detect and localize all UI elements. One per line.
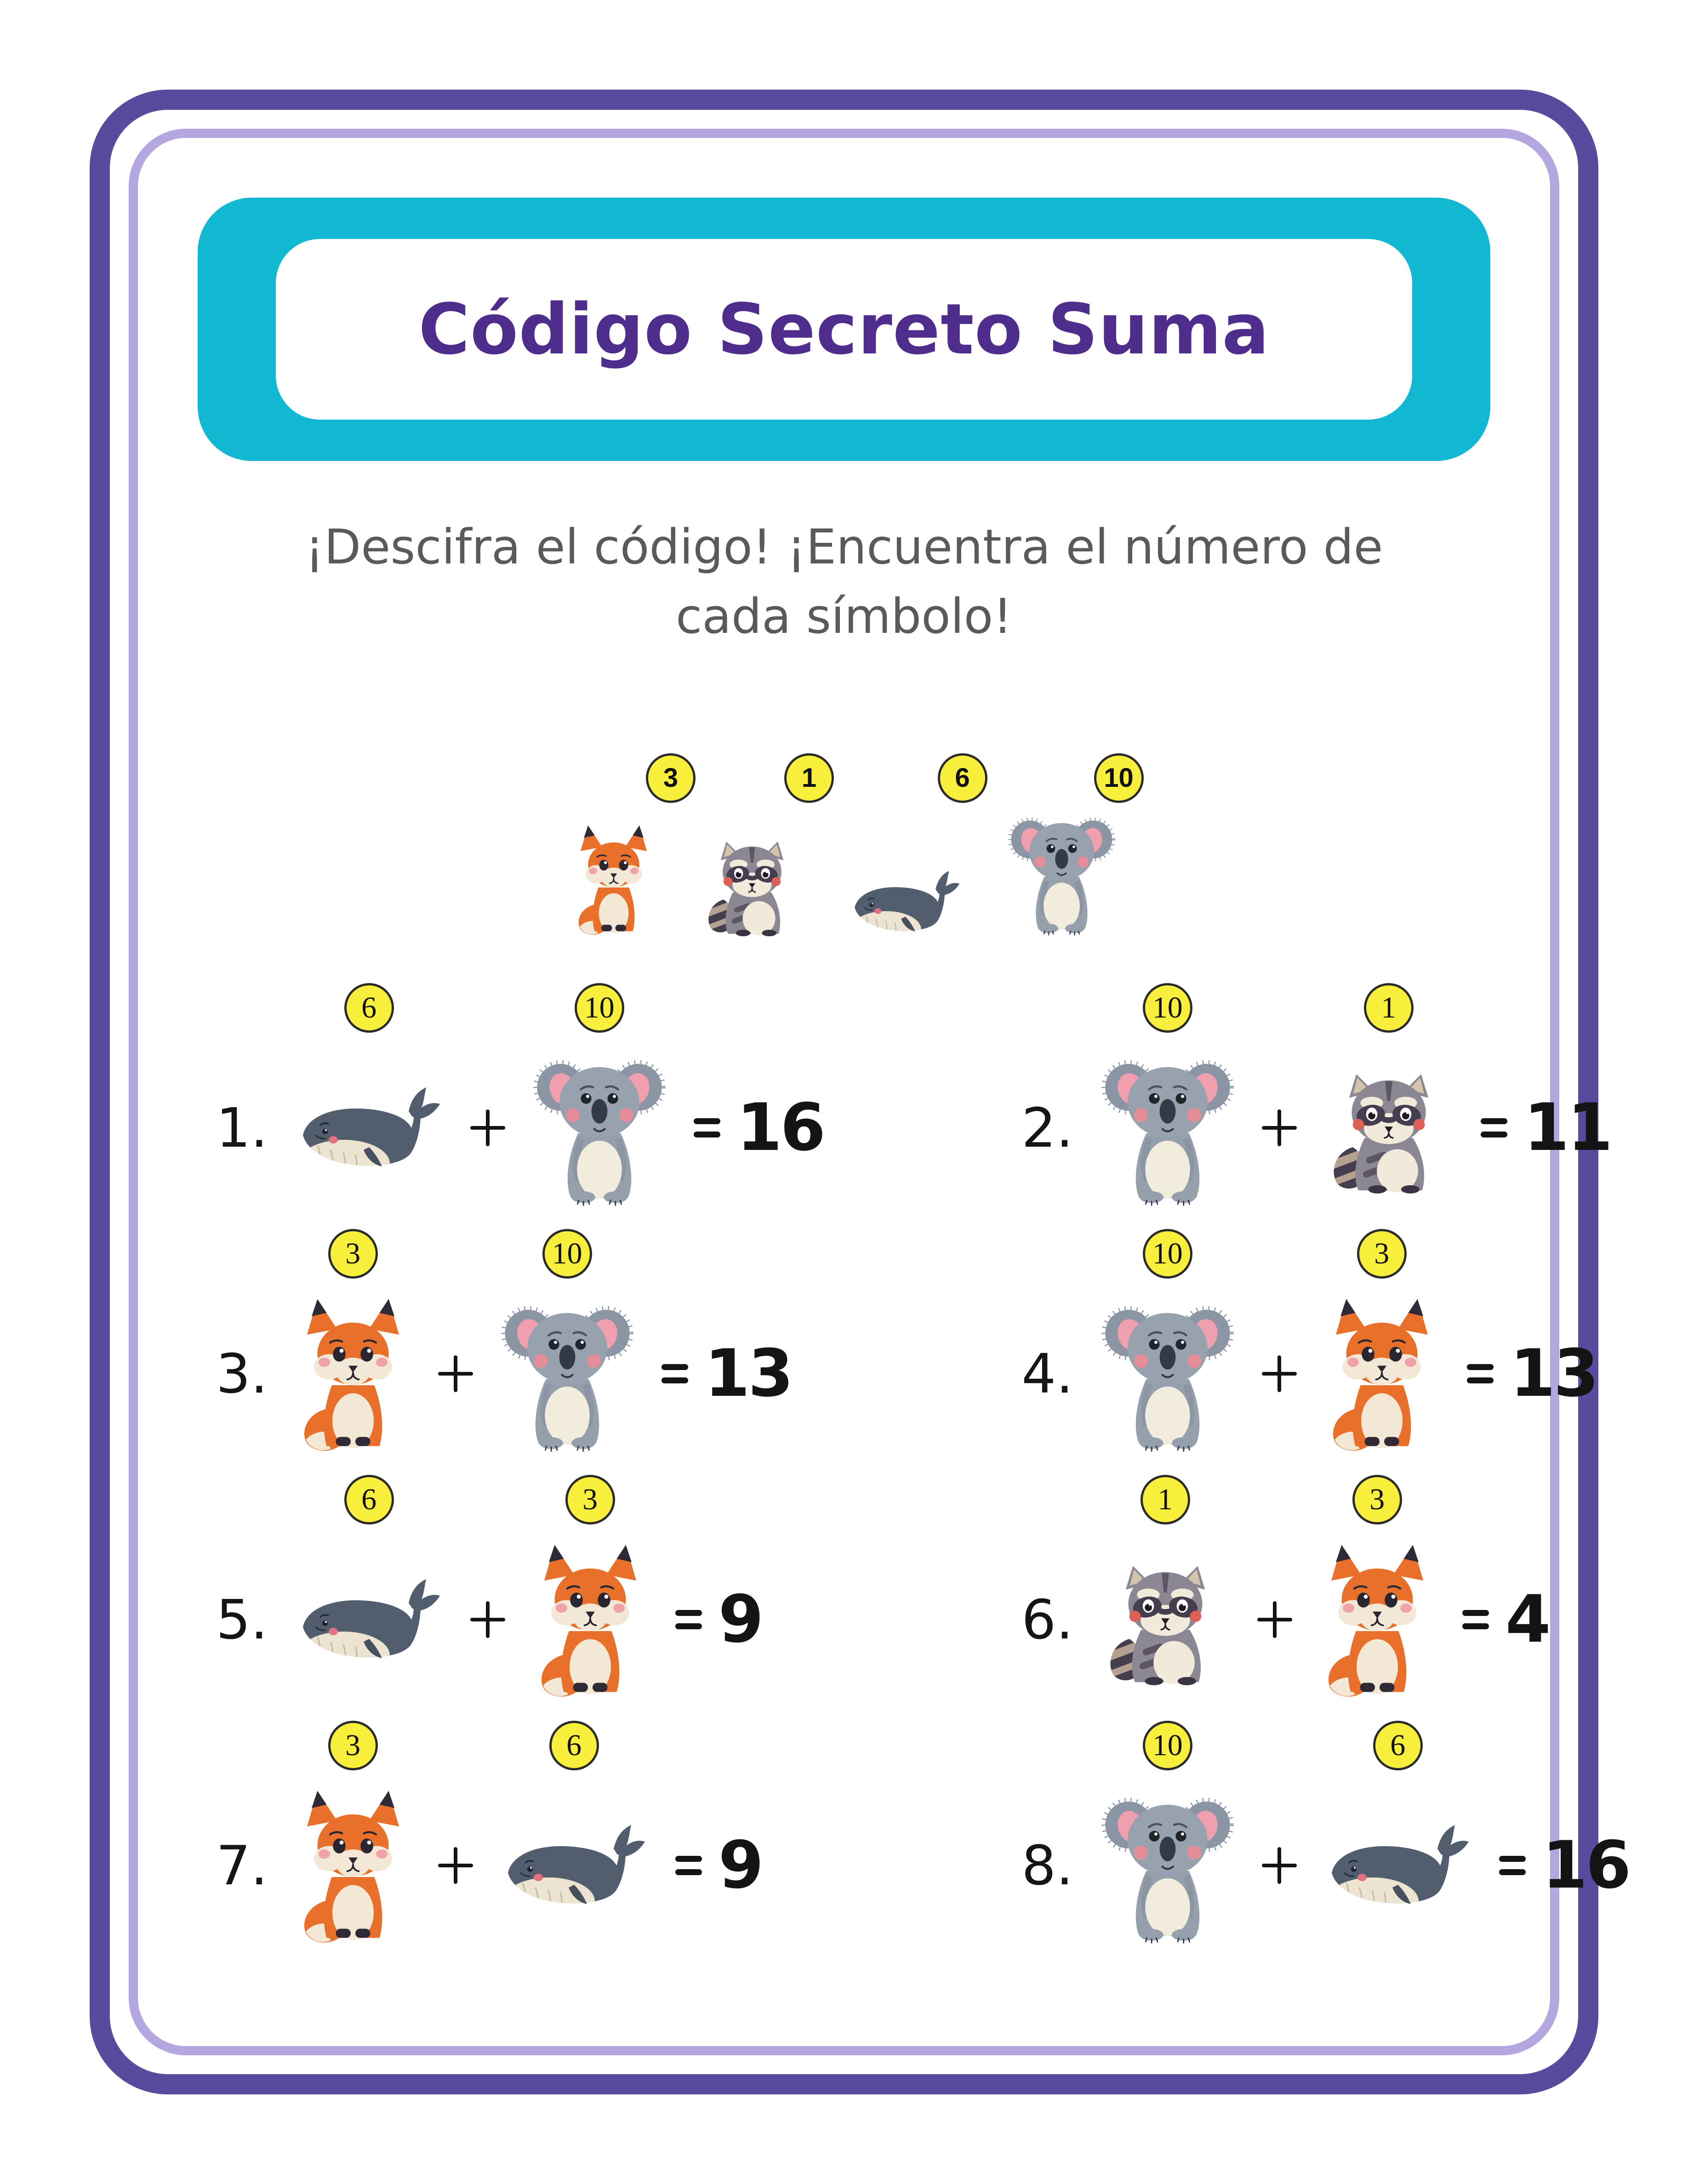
whale-icon [296, 1082, 443, 1174]
equation-result [1481, 1090, 1611, 1166]
left-operand [296, 1236, 411, 1454]
value-badge: 10 [1143, 1721, 1192, 1770]
animal-illustration [701, 831, 803, 937]
animal-illustration [1101, 1294, 1234, 1454]
equation-row [216, 1224, 824, 1454]
animal-illustration [533, 1539, 648, 1700]
result-value: 16 [1542, 1827, 1630, 1904]
value-badge: 6 [344, 1475, 394, 1524]
equation-number: 4. [1021, 1342, 1073, 1405]
right-operand [1324, 1728, 1471, 1946]
left-operand [296, 1728, 411, 1946]
koala-icon [1101, 1048, 1234, 1208]
raccoon-icon [1324, 1061, 1453, 1194]
result-value: 13 [704, 1336, 792, 1412]
equation-row [1021, 1224, 1629, 1454]
raccoon-icon [1101, 1553, 1230, 1686]
key-item [849, 763, 970, 937]
equation-number: 7. [216, 1833, 268, 1897]
animal-illustration [1324, 1293, 1439, 1454]
result-value: 11 [1523, 1090, 1611, 1166]
value-badge: 3 [1352, 1475, 1402, 1524]
value-badge: 10 [575, 983, 624, 1033]
right-operand [1320, 1482, 1435, 1700]
equation-result [675, 1581, 762, 1657]
result-value: 9 [718, 1581, 762, 1658]
animal-illustration [501, 1820, 648, 1911]
value-badge: 10 [1094, 753, 1144, 803]
equation-result [1467, 1336, 1597, 1411]
value-badge: 6 [938, 753, 987, 803]
value-badge: 6 [1373, 1721, 1423, 1770]
value-badge: 1 [784, 753, 834, 803]
equation-result [1462, 1581, 1549, 1657]
right-operand [533, 1482, 648, 1700]
koala-icon [501, 1294, 634, 1454]
right-operand [501, 1728, 648, 1946]
value-badge: 10 [1143, 1229, 1192, 1279]
plus-icon [470, 1109, 505, 1146]
value-badge: 1 [1364, 983, 1414, 1033]
left-operand [1101, 1482, 1230, 1700]
animal-illustration [296, 1082, 443, 1174]
equals-icon [675, 1854, 702, 1877]
subtitle [0, 512, 1688, 651]
equation-result [675, 1827, 762, 1903]
animal-illustration [1101, 1048, 1234, 1208]
animal-illustration [501, 1294, 634, 1454]
left-operand [1101, 1728, 1234, 1946]
key-item [701, 763, 817, 937]
result-value: 9 [718, 1827, 762, 1904]
animal-illustration [1324, 1061, 1453, 1194]
result-value: 4 [1505, 1581, 1549, 1658]
fox-icon [533, 1539, 648, 1700]
equation-row [1021, 1470, 1629, 1700]
equation-number: 5. [216, 1587, 268, 1651]
animal-illustration [1320, 1539, 1435, 1700]
title-banner [198, 198, 1490, 461]
koala-icon [533, 1048, 666, 1208]
right-operand [1324, 990, 1453, 1208]
equation-result [694, 1090, 824, 1166]
subtitle-line1: ¡Descifra el código! ¡Encuentra el número de [305, 519, 1383, 575]
whale-icon [501, 1820, 648, 1911]
animal-illustration [849, 867, 962, 937]
equals-icon [675, 1608, 702, 1631]
value-badge: 6 [549, 1721, 599, 1770]
equation-number: 3. [216, 1342, 268, 1405]
equals-icon [1481, 1116, 1507, 1139]
plus-icon [470, 1601, 505, 1638]
animal-illustration [1008, 808, 1116, 937]
equals-icon [1499, 1854, 1526, 1877]
left-operand [1101, 1236, 1234, 1454]
value-badge: 3 [328, 1229, 378, 1279]
equals-icon [1467, 1362, 1494, 1385]
raccoon-icon [701, 831, 803, 937]
fox-icon [572, 821, 655, 937]
value-badge: 6 [344, 983, 394, 1033]
whale-icon [296, 1574, 443, 1666]
plus-icon [1262, 1847, 1297, 1884]
equation-result [662, 1336, 792, 1411]
fox-icon [296, 1293, 411, 1454]
equation-number: 1. [216, 1096, 268, 1160]
equation-number: 2. [1021, 1096, 1073, 1160]
fox-icon [296, 1785, 411, 1946]
animal-illustration [533, 1048, 666, 1208]
koala-icon [1008, 808, 1116, 937]
fox-icon [1324, 1293, 1439, 1454]
right-operand [1324, 1236, 1439, 1454]
equals-icon [1462, 1608, 1489, 1631]
animal-illustration [1324, 1820, 1471, 1911]
value-badge: 3 [1357, 1229, 1407, 1279]
animal-illustration [296, 1293, 411, 1454]
symbol-key [0, 763, 1688, 937]
right-operand [533, 990, 666, 1208]
whale-icon [849, 867, 962, 937]
result-value: 16 [736, 1090, 824, 1166]
equation-row [1021, 1716, 1629, 1946]
plus-icon [1262, 1109, 1297, 1146]
animal-illustration [296, 1574, 443, 1666]
plus-icon [438, 1847, 473, 1884]
equation-result [1499, 1827, 1630, 1903]
page-title: Código Secreto Suma [418, 289, 1270, 370]
subtitle-line2: cada símbolo! [676, 588, 1012, 644]
result-value: 13 [1510, 1336, 1597, 1412]
key-item [572, 763, 679, 937]
koala-icon [1101, 1786, 1234, 1945]
plus-icon [1257, 1601, 1292, 1638]
value-badge: 3 [328, 1721, 378, 1770]
animal-illustration [1101, 1553, 1230, 1686]
animal-illustration [1101, 1786, 1234, 1945]
equations-grid [0, 978, 1688, 1946]
key-item [1008, 763, 1134, 937]
title-box [276, 239, 1412, 420]
value-badge: 10 [542, 1229, 592, 1279]
value-badge: 10 [1143, 983, 1192, 1033]
equation-row [216, 978, 824, 1208]
equals-icon [694, 1116, 720, 1139]
animal-illustration [572, 821, 655, 937]
equation-row [1021, 978, 1629, 1208]
left-operand [296, 990, 443, 1208]
left-operand [1101, 990, 1234, 1208]
plus-icon [438, 1355, 473, 1392]
whale-icon [1324, 1820, 1471, 1911]
value-badge: 3 [565, 1475, 615, 1524]
fox-icon [1320, 1539, 1435, 1700]
left-operand [296, 1482, 443, 1700]
animal-illustration [296, 1785, 411, 1946]
value-badge: 1 [1141, 1475, 1190, 1524]
equation-number: 6. [1021, 1587, 1073, 1651]
equation-row [216, 1470, 824, 1700]
equals-icon [662, 1362, 688, 1385]
value-badge: 3 [646, 753, 696, 803]
koala-icon [1101, 1294, 1234, 1454]
equation-row [216, 1716, 824, 1946]
plus-icon [1262, 1355, 1297, 1392]
right-operand [501, 1236, 634, 1454]
equation-number: 8. [1021, 1833, 1073, 1897]
